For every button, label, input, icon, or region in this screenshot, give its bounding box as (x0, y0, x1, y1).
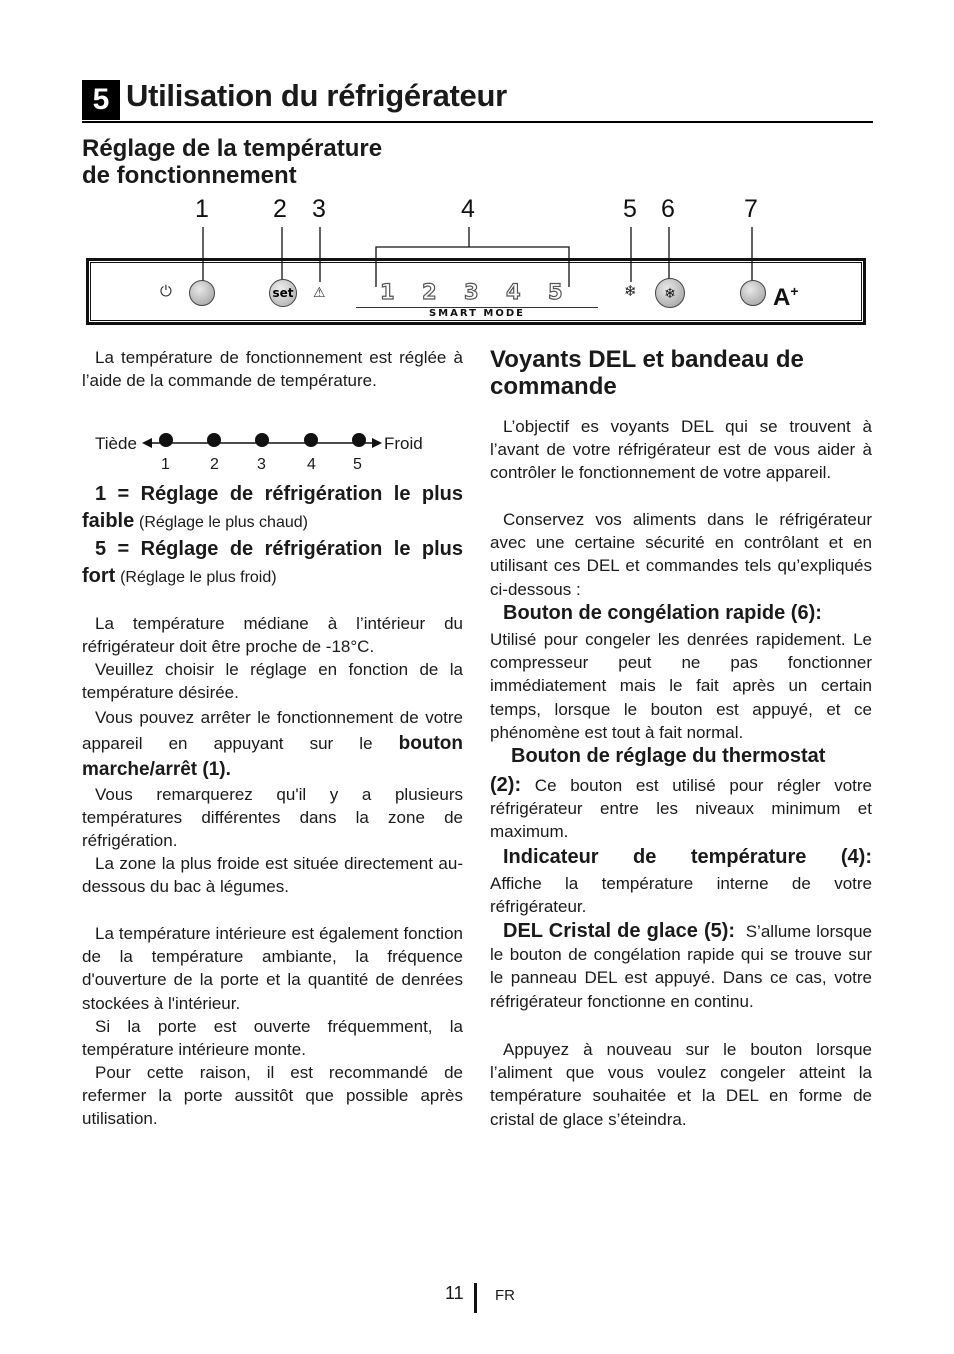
door-paragraph: Si la porte est ouverte fréquemment, la température intérieure monte. (82, 1017, 463, 1060)
callout-3: 3 (312, 195, 326, 223)
indicator-digit-5: 5 (548, 280, 563, 304)
set-button[interactable]: set (269, 279, 297, 307)
setting-1-note: (Réglage le plus chaud) (138, 514, 308, 531)
right-heading (490, 346, 804, 400)
footer-divider (474, 1283, 477, 1313)
callout-7: 7 (744, 195, 758, 223)
callout-1: 1 (195, 195, 209, 223)
scale-level-5: 5 (353, 456, 362, 473)
indicator-digit-1: 1 (380, 280, 395, 304)
fast-freeze-title: Bouton de congélation rapide (6): (503, 602, 822, 624)
crystal-text: S’allume lorsque le bouton de congélation rapide qui se trouve sur le panneau DEL est appuyé. Dans ce cas, votre réfrigérateur fonctionne en continu. (490, 922, 872, 1011)
eco-button[interactable] (740, 280, 766, 306)
scale-line (82, 430, 463, 460)
setting-1 (82, 481, 463, 536)
thermostat-title-b: (2): (490, 774, 522, 796)
setting-1-label: 1 = Réglage de réfrigération le plus faible (82, 483, 463, 532)
scale-level-2: 2 (210, 456, 219, 473)
language-code: FR (495, 1287, 515, 1304)
control-panel-diagram (0, 0, 954, 340)
fast-freeze-button[interactable]: ❄ (655, 278, 685, 308)
right-heading-line2: commande (490, 373, 617, 400)
eco-sup: + (790, 283, 799, 299)
callout-4: 4 (461, 195, 475, 223)
close-paragraph: Pour cette raison, il est recommandé de refermer la porte aussitôt que possible après utilisation. (82, 1063, 463, 1129)
notice-paragraph: Vous remarquerez qu'il y a plusieurs températures différentes dans la zone de réfrigération. (82, 785, 463, 851)
fast-freeze-text: Utilisé pour congeler les denrées rapidement. Le compresseur peut ne pas fonctionner immédiatement mais le fait après un certain temps, lorsque le bouton est appuyé, et ce phénomène est tout à fait normal. (490, 630, 872, 742)
callout-6: 6 (661, 195, 675, 223)
again-paragraph: Appuyez à nouveau sur le bouton lorsque l’aliment que vous voulez congeler atteint la température souhaitée et la DEL en forme de cristal de glace s’éteindra. (490, 1040, 872, 1129)
warning-icon: ⚠ (313, 284, 326, 300)
scale-level-1: 1 (161, 456, 170, 473)
choose-paragraph: Veuillez choisir le réglage en fonction de la température désirée. (82, 660, 463, 703)
scale-cold-label: Froid (384, 434, 423, 453)
crystal-paragraph (490, 920, 872, 1013)
ice-crystal-led-icon: ❄ (624, 283, 637, 300)
eco-mode-icon (773, 278, 799, 311)
crystal-title: DEL Cristal de glace (5): (503, 920, 736, 942)
indicator-text: Affiche la température interne de votre réfrigérateur. (490, 874, 872, 917)
callout-2: 2 (273, 195, 287, 223)
scale-warm-label: Tiède (95, 434, 137, 453)
thermostat-text: Ce bouton est utilisé pour régler votre réfrigérateur entre les niveaux minimum et maximum. (490, 776, 872, 842)
smart-mode-label: SMART MODE (428, 308, 526, 319)
goal-paragraph: L’objectif es voyants DEL qui se trouvent à l’avant de votre réfrigérateur est de vous aider à contrôler le fonctionnement de votre appareil. (490, 417, 872, 483)
stop-text: Vous pouvez arrêter le fonctionnement de votre appareil en appuyant sur le (82, 708, 463, 753)
right-heading-line1: Voyants DEL et bandeau de (490, 346, 804, 373)
left-heading-line1: Réglage de la température (82, 135, 383, 162)
scale-level-3: 3 (257, 456, 266, 473)
indicator-digit-2: 2 (422, 280, 437, 304)
on-off-button[interactable] (189, 280, 215, 306)
keep-paragraph: Conservez vos aliments dans le réfrigérateur avec une certaine sécurité en contrôlant et en utilisant ces DEL et commandes tels qu’expliqués ci-dessous : (490, 510, 872, 599)
setting-5-note: (Réglage le plus froid) (120, 569, 277, 586)
stop-bold: bouton marche/arrêt (1). (82, 733, 463, 780)
coldest-paragraph: La zone la plus froide est située directement au-dessous du bac à légumes. (82, 854, 463, 897)
section-title: Utilisation du réfrigérateur (126, 78, 507, 113)
page-number: 11 (445, 1283, 464, 1303)
section-number: 5 (82, 80, 120, 120)
stop-paragraph (82, 705, 463, 783)
thermostat-paragraph (490, 774, 872, 844)
indicator-digit-4: 4 (506, 280, 521, 304)
interior-paragraph: La température intérieure est également fonction de la température ambiante, la fréquence d'ouverture de la porte et la quantité de denrées stockées à l'intérieur. (82, 924, 463, 1013)
median-paragraph: La température médiane à l’intérieur du réfrigérateur doit être proche de -18°C. (82, 614, 463, 657)
intro-paragraph: La température de fonctionnement est réglée à l’aide de la commande de température. (82, 348, 463, 391)
temperature-scale (82, 430, 463, 480)
setting-5-label: 5 = Réglage de réfrigération le plus fort (82, 538, 463, 587)
eco-label: A (773, 284, 791, 311)
thermostat-title: Bouton de réglage du thermostat (511, 745, 826, 767)
indicator-digit-3: 3 (464, 280, 479, 304)
power-icon: ⏻ (160, 283, 172, 300)
setting-5 (82, 536, 463, 591)
indicator-title: Indicateur de température (4): (503, 846, 872, 868)
scale-level-4: 4 (307, 456, 316, 473)
temperature-indicator (380, 280, 580, 306)
left-heading-line2: de fonctionnement (82, 162, 297, 189)
callout-5: 5 (623, 195, 637, 223)
